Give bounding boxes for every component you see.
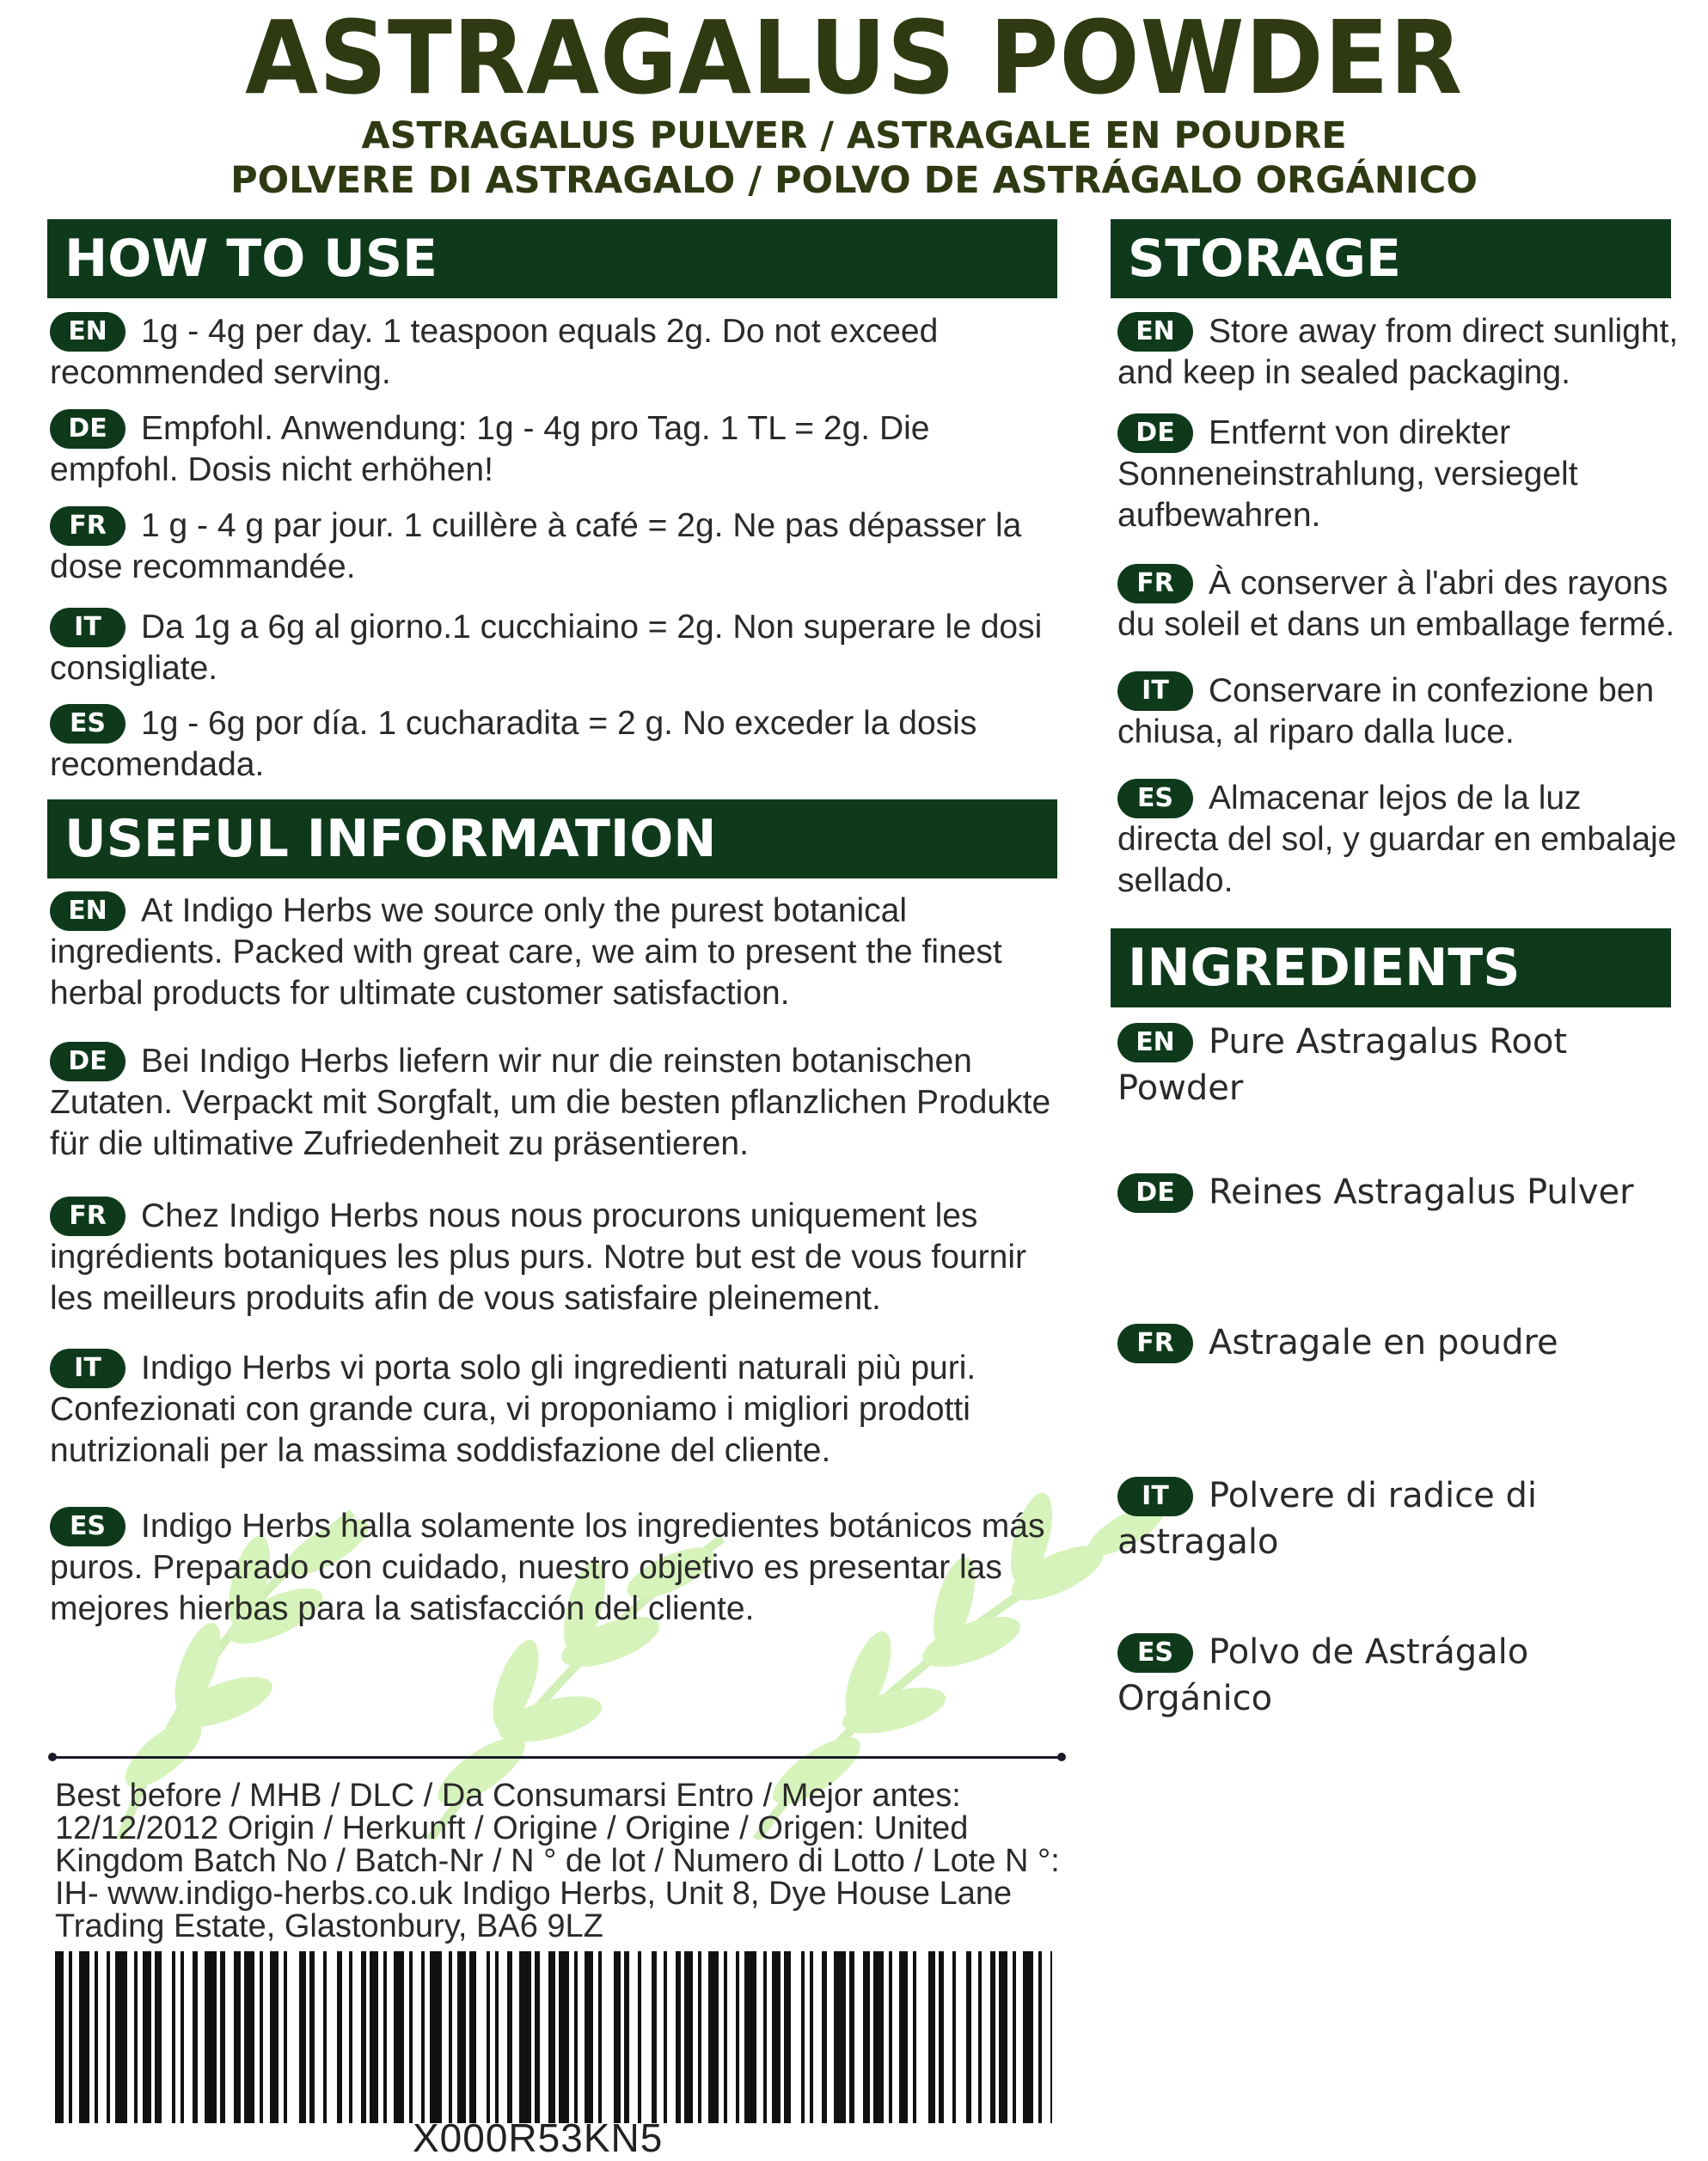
barcode-gap xyxy=(827,1951,834,2123)
lang-badge: DE xyxy=(50,409,125,449)
ingredient-text: Polvo de Astrágalo Orgánico xyxy=(1117,1632,1529,1718)
lang-badge: EN xyxy=(1117,312,1193,352)
ingredient-item xyxy=(1117,1169,1685,1215)
barcode-gap xyxy=(162,1951,172,2123)
barcode-bar xyxy=(899,1951,908,2123)
subtitle-line-1: ASTRAGALUS PULVER / ASTRAGALE EN POUDRE xyxy=(361,114,1347,157)
lang-badge: DE xyxy=(50,1042,125,1081)
barcode-gap xyxy=(1042,1951,1050,2123)
barcode-bar xyxy=(548,1951,555,2123)
divider-endpoint xyxy=(48,1753,57,1761)
lang-badge: DE xyxy=(1117,413,1193,453)
barcode-gap xyxy=(342,1951,349,2123)
storage-item xyxy=(1117,563,1685,646)
lang-badge: IT xyxy=(50,608,125,647)
barcode-bar xyxy=(299,1951,306,2123)
storage-item xyxy=(1117,413,1685,536)
lang-badge: FR xyxy=(50,1197,125,1236)
barcode-gap xyxy=(701,1951,708,2123)
barcode-bar xyxy=(863,1951,870,2123)
useful-info-text: Indigo Herbs vi porta solo gli ingredienti naturali più puri. Confezionati con grande cura, vi proponiamo i migliori prodotti nutrizionali per la massima soddisfazione del cliente. xyxy=(50,1350,976,1469)
barcode-bar xyxy=(999,1951,1007,2123)
barcode-gap xyxy=(892,1951,899,2123)
barcode-bar xyxy=(430,1951,442,2123)
product-details-text: Best before / MHB / DLC / Da Consumarsi Entro / Mejor antes: 12/12/2012 Origin / Herkunft / Origine / Origine / Origen: United Kingdom Batch No / Batch-Nr / N ° de lot / Numero di Lotto / Lote N °: IH- www.indigo-herbs.co.uk Indigo Herbs, Unit 8, Dye House Lane Trading Estate, Glastonbury, BA6 9LZ xyxy=(55,1778,1060,1944)
lang-badge: FR xyxy=(1117,564,1193,603)
barcode-bar xyxy=(559,1951,569,2123)
barcode-bar xyxy=(244,1951,254,2123)
footer-divider xyxy=(52,1756,1062,1759)
barcode-gap xyxy=(756,1951,763,2123)
barcode-bar xyxy=(585,1951,593,2123)
lang-badge: EN xyxy=(50,312,125,352)
barcode-gap xyxy=(72,1951,79,2123)
barcode-gap xyxy=(956,1951,966,2123)
barcode-bar xyxy=(143,1951,151,2123)
lang-badge: FR xyxy=(50,506,125,546)
barcode-gap xyxy=(727,1951,736,2123)
ingredient-text: Reines Astragalus Pulver xyxy=(1209,1172,1634,1212)
ingredient-text: Astragale en poudre xyxy=(1209,1323,1558,1362)
barcode-gap xyxy=(225,1951,234,2123)
barcode-bar xyxy=(115,1951,127,2123)
useful-info-text: Bei Indigo Herbs liefern wir nur die reinsten botanischen Zutaten. Verpackt mit Sorgfalt, um die besten pflanzlichen Produkte für die ultimative Zufriedenheit zu präsentieren. xyxy=(50,1043,1051,1162)
barcode-gap xyxy=(476,1951,487,2123)
barcode-bar xyxy=(928,1951,935,2123)
barcode-bar xyxy=(873,1951,884,2123)
barcode-gap xyxy=(657,1951,664,2123)
barcode-bar xyxy=(614,1951,621,2123)
barcode-gap xyxy=(263,1951,270,2123)
barcode xyxy=(55,1951,1052,2123)
barcode-bar xyxy=(457,1951,466,2123)
how-to-use-item xyxy=(50,607,1064,689)
how-to-use-item xyxy=(50,408,1064,491)
barcode-gap xyxy=(540,1951,548,2123)
barcode-gap xyxy=(512,1951,519,2123)
useful-info-text: At Indigo Herbs we source only the purest botanical ingredients. Packed with great care, we aim to present the finest herbal products for ultimate customer satisfaction. xyxy=(50,892,1002,1012)
storage-text: Conservare in confezione ben chiusa, al riparo dalla luce. xyxy=(1117,672,1655,750)
ingredients-header: INGREDIENTS xyxy=(1111,928,1671,1007)
lang-badge: EN xyxy=(50,891,125,931)
barcode-bar xyxy=(79,1951,89,2123)
how-to-use-text: 1g - 4g per day. 1 teaspoon equals 2g. Do not exceed recommended serving. xyxy=(50,313,939,391)
how-to-use-text: Empfohl. Anwendung: 1g - 4g pro Tag. 1 TL = 2g. Die empfohl. Dosis nicht erhöhen! xyxy=(50,410,930,488)
storage-header: STORAGE xyxy=(1111,219,1671,298)
barcode-gap xyxy=(98,1951,107,2123)
storage-item xyxy=(1117,311,1685,394)
barcode-gap xyxy=(641,1951,652,2123)
barcode-gap xyxy=(629,1951,638,2123)
ingredient-text: Polvere di radice di astragalo xyxy=(1117,1476,1537,1562)
barcode-bar xyxy=(1023,1951,1033,2123)
how-to-use-item xyxy=(50,311,1064,394)
barcode-bar xyxy=(270,1951,279,2123)
barcode-gap xyxy=(287,1951,299,2123)
lang-badge: IT xyxy=(1117,671,1193,711)
ingredient-item xyxy=(1117,1629,1685,1722)
barcode-gap xyxy=(352,1951,361,2123)
barcode-gap xyxy=(127,1951,134,2123)
barcode-gap xyxy=(578,1951,585,2123)
how-to-use-text: Da 1g a 6g al giorno.1 cucchiaino = 2g. Non superare le dosi consigliate. xyxy=(50,609,1043,687)
how-to-use-text: 1 g - 4 g par jour. 1 cuillère à café = 2g. Ne pas dépasser la dose recommandée. xyxy=(50,507,1022,585)
barcode-gap xyxy=(602,1951,614,2123)
barcode-gap xyxy=(916,1951,928,2123)
how-to-use-text: 1g - 6g por día. 1 cucharadita = 2 g. No exceder la dosis recomendada. xyxy=(50,705,977,783)
barcode-bar xyxy=(469,1951,476,2123)
storage-item xyxy=(1117,778,1685,902)
barcode-gap xyxy=(184,1951,193,2123)
lang-badge: ES xyxy=(1117,1633,1193,1673)
divider-endpoint xyxy=(1057,1753,1066,1761)
barcode-gap xyxy=(854,1951,863,2123)
barcode-bar xyxy=(234,1951,241,2123)
useful-info-item xyxy=(50,1506,1064,1630)
barcode-gap xyxy=(791,1951,801,2123)
barcode-gap xyxy=(667,1951,676,2123)
barcode-gap xyxy=(327,1951,337,2123)
how-to-use-item xyxy=(50,505,1064,588)
barcode-gap xyxy=(971,1951,978,2123)
useful-info-text: Chez Indigo Herbs nous nous procurons uniquement les ingrédients botaniques les plus purs. Notre but est de vous fournir les meilleurs produits afin de vous satisfaire pleinement. xyxy=(50,1197,1026,1317)
useful-info-item xyxy=(50,1196,1064,1319)
how-to-use-header: HOW TO USE xyxy=(47,219,1057,298)
useful-info-item xyxy=(50,891,1064,1014)
barcode-gap xyxy=(413,1951,421,2123)
lang-badge: IT xyxy=(50,1349,125,1388)
barcode-bar xyxy=(155,1951,162,2123)
barcode-number: X000R53KN5 xyxy=(413,2115,664,2160)
barcode-bar xyxy=(519,1951,531,2123)
barcode-gap xyxy=(982,1951,990,2123)
lang-badge: FR xyxy=(1117,1324,1193,1363)
ingredient-text: Pure Astragalus Root Powder xyxy=(1117,1022,1568,1108)
page-title: ASTRAGALUS POWDER xyxy=(245,0,1463,117)
barcode-bar xyxy=(370,1951,378,2123)
barcode-gap xyxy=(198,1951,205,2123)
storage-text: Entfernt von direkter Sonneneinstrahlung, versiegelt aufbewahren. xyxy=(1117,414,1578,534)
lang-badge: DE xyxy=(1117,1173,1193,1213)
ingredient-item xyxy=(1117,1472,1633,1565)
lang-badge: ES xyxy=(1117,779,1193,818)
barcode-bar xyxy=(55,1951,64,2123)
useful-info-text: Indigo Herbs halla solamente los ingredientes botánicos más puros. Preparado con cuidado, nuestro objetivo es presentar las mejores hierbas para la satisfacción del cliente. xyxy=(50,1508,1045,1627)
barcode-gap xyxy=(944,1951,952,2123)
barcode-gap xyxy=(813,1951,822,2123)
ingredient-item xyxy=(1117,1019,1650,1111)
barcode-gap xyxy=(315,1951,323,2123)
storage-text: Store away from direct sunlight, and keep in sealed packaging. xyxy=(1117,313,1679,391)
lang-badge: ES xyxy=(50,704,125,744)
storage-item xyxy=(1117,670,1685,753)
barcode-bar xyxy=(684,1951,693,2123)
barcode-bar xyxy=(772,1951,781,2123)
barcode-gap xyxy=(442,1951,449,2123)
useful-info-item xyxy=(50,1041,1064,1165)
barcode-bar xyxy=(784,1951,791,2123)
lang-badge: IT xyxy=(1117,1477,1193,1516)
barcode-bar xyxy=(394,1951,404,2123)
useful-information-header: USEFUL INFORMATION xyxy=(47,799,1057,878)
barcode-bar xyxy=(1050,1951,1052,2123)
barcode-bar xyxy=(834,1951,846,2123)
subtitle-line-2: POLVERE DI ASTRAGALO / POLVO DE ASTRÁGALO ORGÁNICO xyxy=(230,159,1478,202)
barcode-bar xyxy=(708,1951,719,2123)
barcode-bar xyxy=(205,1951,217,2123)
barcode-gap xyxy=(387,1951,394,2123)
barcode-bar xyxy=(744,1951,756,2123)
lang-badge: EN xyxy=(1117,1023,1193,1062)
storage-text: À conserver à l'abri des rayons du soleil et dans un emballage fermé. xyxy=(1117,565,1675,643)
storage-text: Almacenar lejos de la luz directa del sol, y guardar en embalaje sellado. xyxy=(1117,780,1677,899)
useful-info-item xyxy=(50,1348,1064,1472)
lang-badge: ES xyxy=(50,1507,125,1546)
how-to-use-item xyxy=(50,703,1064,786)
barcode-gap xyxy=(1016,1951,1023,2123)
ingredient-item xyxy=(1117,1319,1685,1366)
barcode-gap xyxy=(499,1951,507,2123)
